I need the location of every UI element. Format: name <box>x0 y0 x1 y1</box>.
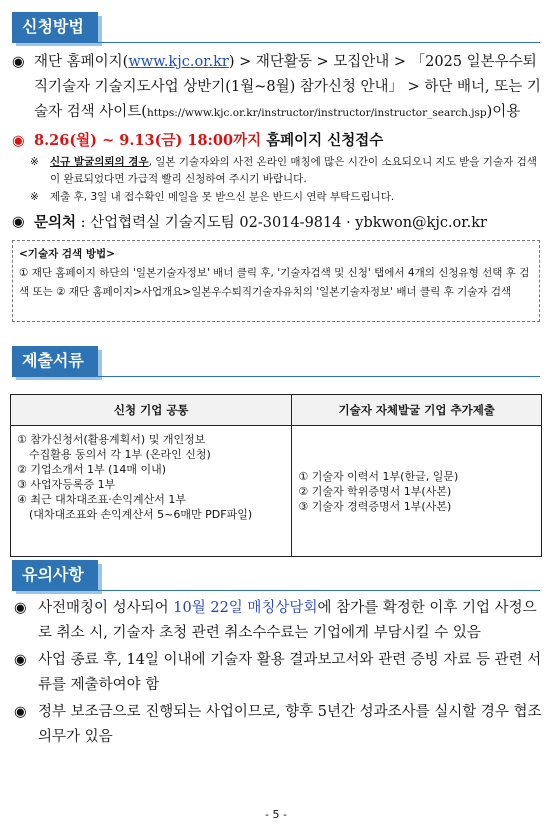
apply-bullet-contact <box>12 210 542 236</box>
page-number: - 5 - <box>265 808 287 821</box>
caution-report: ◉ 사업 종료 후, 14일 이내에 기술자 활용 결과보고서와 관련 증빙 자료 등 관련 서류를 제출하여야 함 <box>14 648 542 698</box>
matching-event-date: 10월 22일 매칭상담회 <box>173 600 318 616</box>
search-method-text: ① 재단 홈페이지 하단의 '일본기술자정보' 배너 클릭 후, '기술자검색 및 신청' 탭에서 4개의 신청유형 선택 후 검색 또는 ② 재단 홈페이지>사업개요>일본우수퇴직기술자유치의 '일본기술자정보' 배너 클릭 후 기술자 검색 <box>19 267 530 298</box>
caution-cancel-fee: ◉ 사전매칭이 성사되어 10월 22일 매칭상담회에 참가를 확정한 이후 기업 사정으로 취소 시, 기술자 초청 관련 취소수수료는 기업에게 부담시킬 수 있음 <box>14 596 542 646</box>
bullet-icon: ◉ <box>14 704 27 720</box>
list-item: ① 기술자 이력서 1부(한글, 일문) <box>298 469 459 483</box>
note-icon: ※ <box>30 156 39 168</box>
section-title-notes: 유의사항 <box>12 560 98 590</box>
bullet-icon: ◉ <box>14 600 27 616</box>
table-header-common: 신청 기업 공통 <box>11 395 292 426</box>
list-item: (대차대조표와 손익계산서 5~6매만 PDF파일) <box>29 508 253 521</box>
contact-text: : 산업협력실 기술지도팀 02-3014-9814 · ybkwon@kjc.or.kr <box>76 215 487 231</box>
list-item: ④ 최근 대차대조표·손익계산서 1부 <box>17 493 186 506</box>
note-new-request: ※ 신규 발굴의뢰의 경우, 일본 기술자와의 사전 온라인 매칭에 많은 시간이 소요되오니 지도 받을 기술자 검색이 완료되었다면 가급적 빨리 신청하여 주시기 바랍니다. <box>30 156 537 185</box>
search-method-box <box>12 240 540 322</box>
apply-bullet-period: ◉ 8.26(월) ~ 9.13(금) 18:00까지 홈페이지 신청접수 <box>12 128 542 154</box>
bullet-icon: ◉ <box>12 214 25 230</box>
table-header-extra: 기술자 자체발굴 기업 추가제출 <box>292 395 542 426</box>
search-method-title: <기술자 검색 방법> <box>19 248 115 260</box>
extra-docs-cell <box>292 426 542 557</box>
section-header-apply <box>12 12 102 42</box>
section-divider <box>12 590 540 591</box>
application-period: 8.26(월) ~ 9.13(금) 18:00까지 <box>34 132 262 149</box>
section-header-docs <box>12 346 102 376</box>
contact-label: 문의처 <box>34 214 77 231</box>
note-confirm-mail: ※ 제출 후, 3일 내 접수확인 메일을 못 받으신 분은 반드시 연락 부탁드립니다. <box>30 189 542 206</box>
section-title-docs: 제출서류 <box>12 346 98 376</box>
caution-survey: ◉ 정부 보조금으로 진행되는 사업이므로, 향후 5년간 성과조사를 실시할 경우 협조 의무가 있음 <box>14 700 542 750</box>
bullet-icon: ◉ <box>12 132 25 149</box>
search-site-url[interactable]: https://www.kjc.or.kr/instructor/instructor/instructor_search.jsp <box>146 107 487 119</box>
list-item: ① 참가신청서(활용계획서) 및 개인정보 <box>17 433 206 446</box>
list-item: ② 기술자 학위증명서 1부(사본) <box>298 484 452 498</box>
note-icon: ※ <box>30 191 39 203</box>
section-header-notes <box>12 560 102 590</box>
section-divider <box>12 42 540 43</box>
documents-table <box>10 394 542 557</box>
homepage-link[interactable]: www.kjc.or.kr <box>128 54 229 70</box>
section-title-apply: 신청방법 <box>12 12 98 42</box>
list-item: 수집활용 동의서 각 1부 (온라인 신청) <box>29 448 211 461</box>
apply-bullet-homepage: ◉ 재단 홈페이지(www.kjc.or.kr) > 재단활동 > 모집안내 > 「2025 일본우수퇴직기술자 기술지도사업 상반기(1월~8월) 참가신청 안내」 > 하단 배너, 또는 기술자 검색 사이트(https://www.kjc.or.kr/instructor/instructor/instructor_search.jsp)이용 <box>12 50 542 126</box>
bullet-icon: ◉ <box>14 652 27 668</box>
list-item: ③ 기술자 경력증명서 1부(사본) <box>298 499 452 513</box>
list-item: ③ 사업자등록증 1부 <box>17 478 116 491</box>
section-divider <box>12 376 540 377</box>
list-item: ② 기업소개서 1부 (14매 이내) <box>17 463 167 476</box>
common-docs-cell <box>11 426 292 557</box>
bullet-icon: ◉ <box>12 54 25 70</box>
